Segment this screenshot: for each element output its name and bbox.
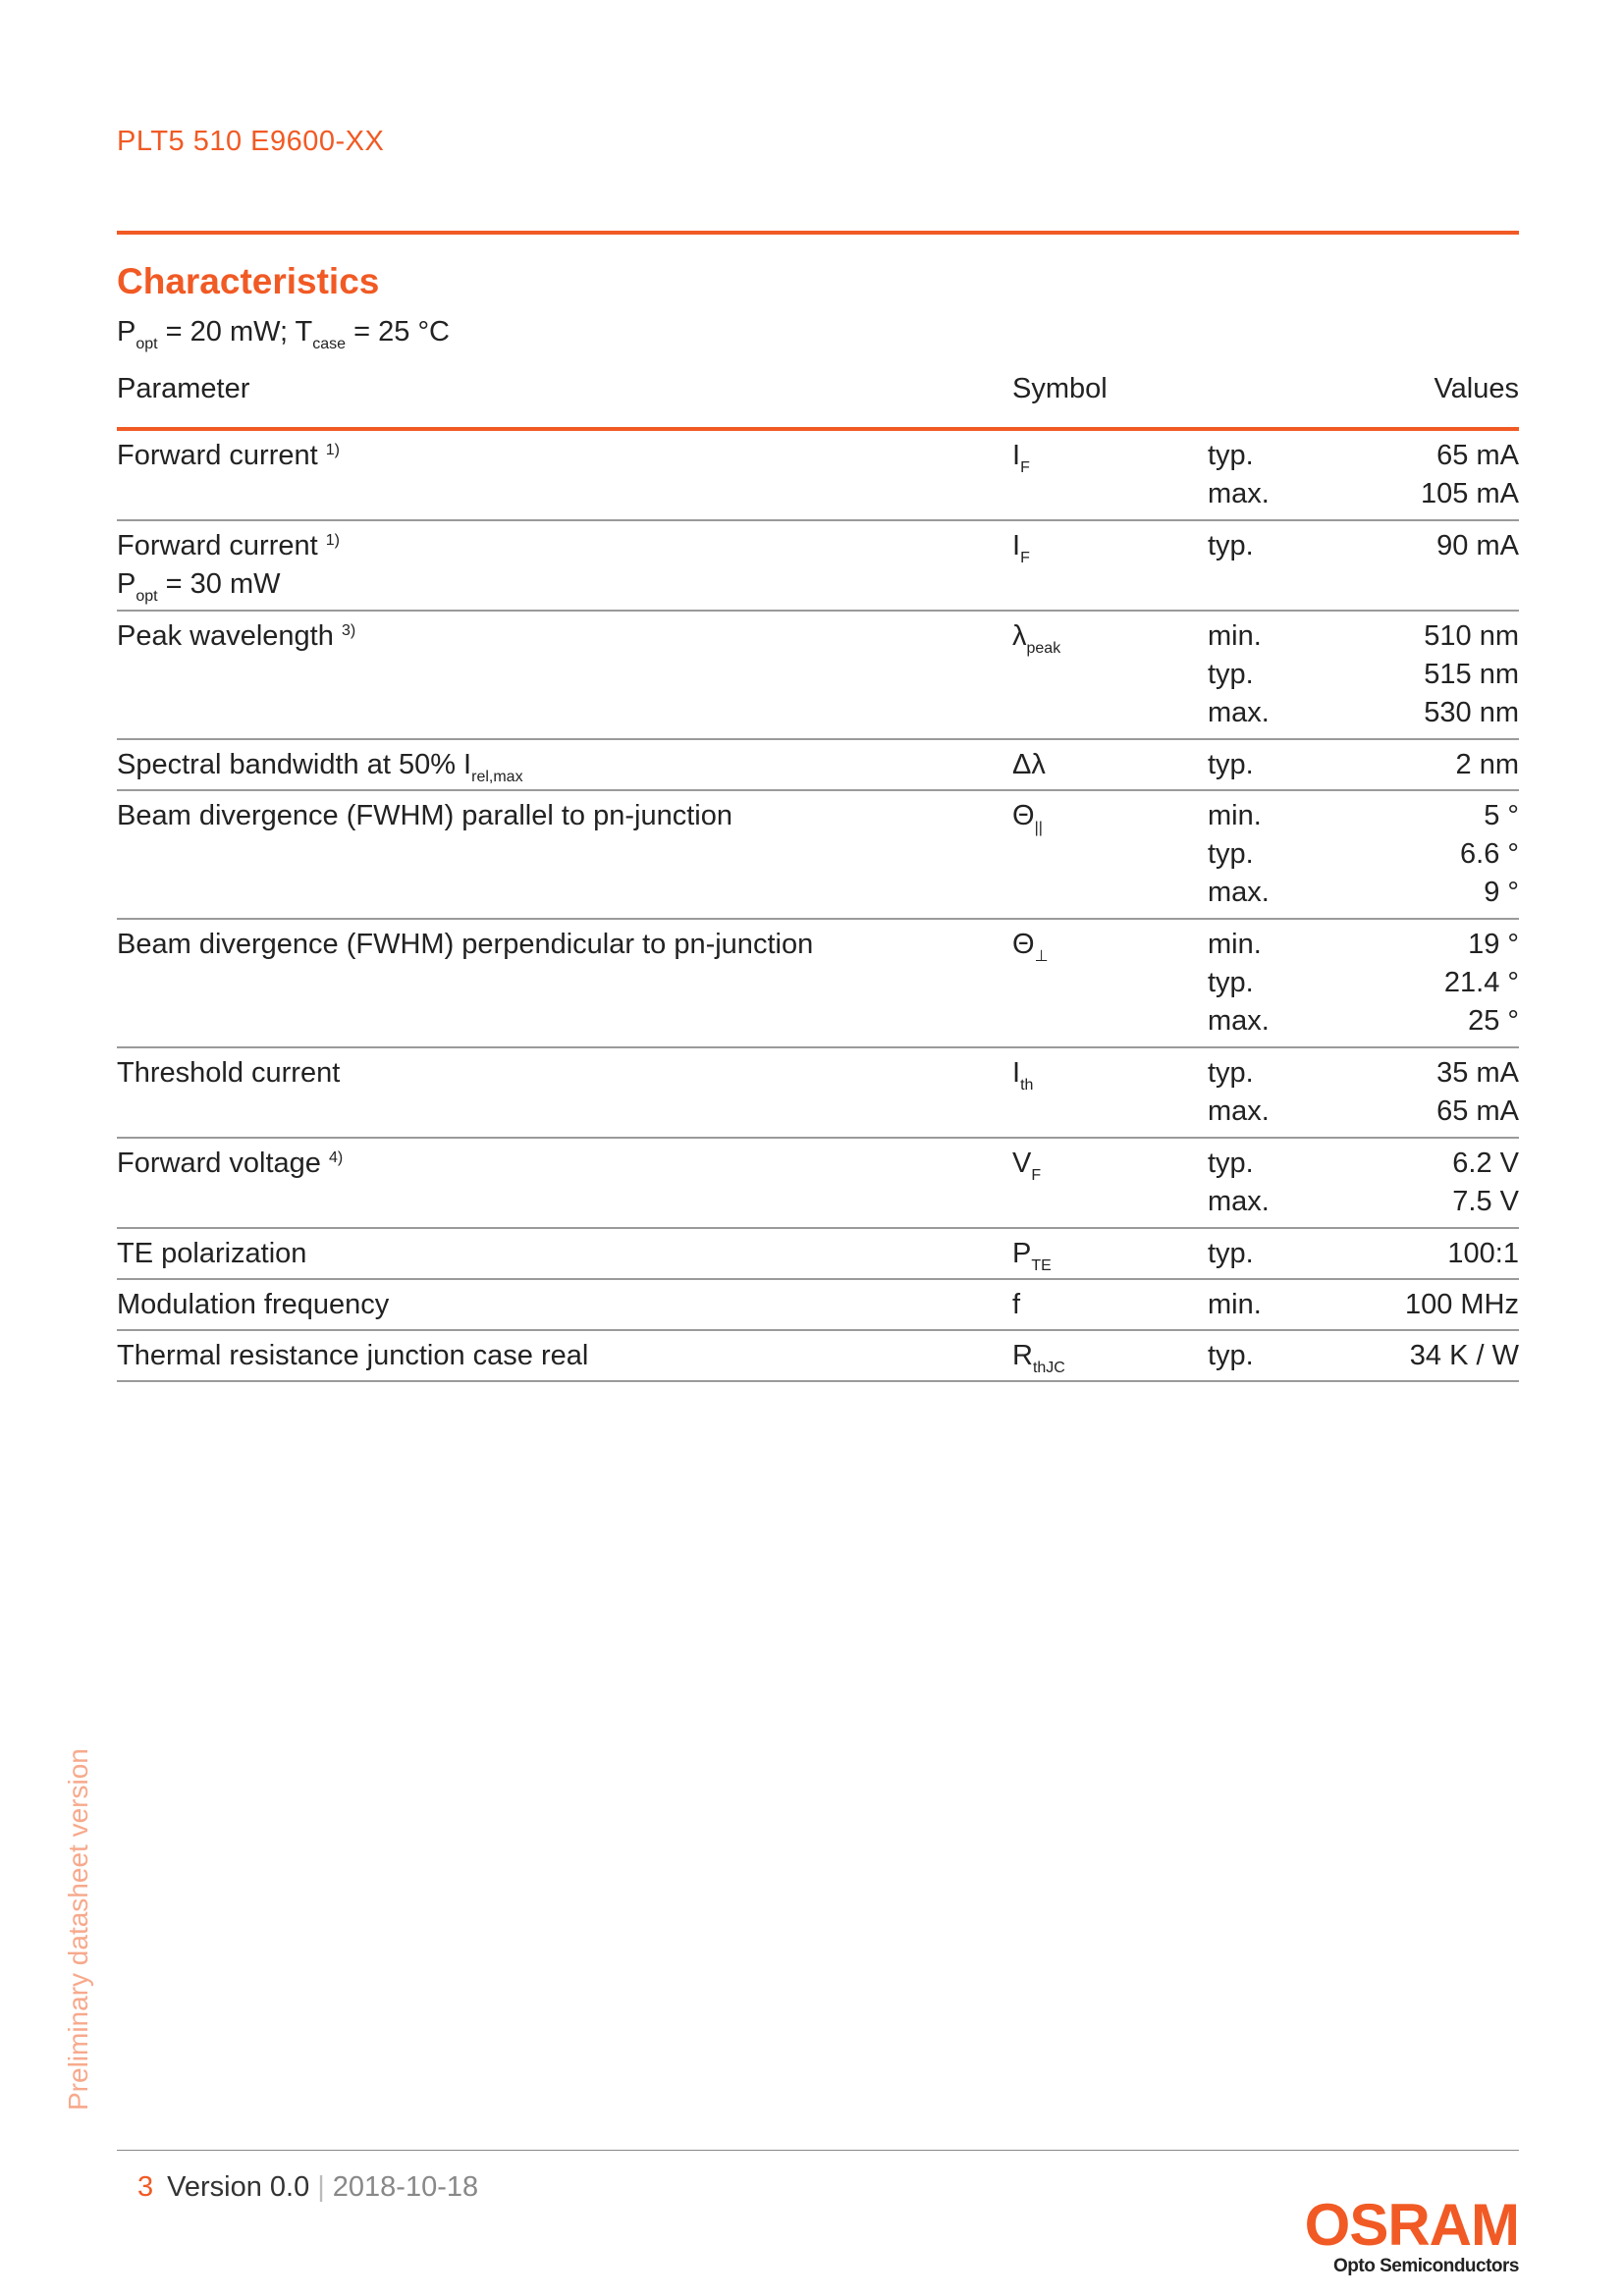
value: 5 ° xyxy=(1484,800,1519,831)
table-header xyxy=(117,373,1519,428)
param-text: Threshold current xyxy=(117,1057,341,1089)
param-line xyxy=(117,527,340,565)
value-cell xyxy=(1447,1235,1519,1273)
param-cell xyxy=(117,746,523,784)
param-line xyxy=(117,926,813,964)
param-text: Forward current xyxy=(117,530,318,561)
symbol-subscript: F xyxy=(1020,459,1030,476)
value: 25 ° xyxy=(1468,1005,1519,1037)
symbol-cell xyxy=(1012,1337,1065,1375)
footnote-ref: 4) xyxy=(329,1149,344,1166)
qualifier: max. xyxy=(1208,877,1270,908)
symbol-subscript: thJC xyxy=(1032,1360,1065,1376)
symbol-main: V xyxy=(1012,1148,1032,1179)
cond-p: P xyxy=(117,316,136,347)
footer-separator: | xyxy=(317,2171,325,2203)
param-cell xyxy=(117,1145,343,1183)
param-cell xyxy=(117,1235,306,1273)
footnote-ref: 1) xyxy=(325,442,340,458)
symbol-main: λ xyxy=(1012,620,1027,652)
value: 515 nm xyxy=(1424,659,1519,690)
param-cell xyxy=(117,797,732,835)
value-cell xyxy=(1456,746,1519,784)
param-text: Beam divergence (FWHM) parallel to pn-junction xyxy=(117,800,732,831)
qualifier: typ. xyxy=(1208,1148,1254,1179)
footer-divider xyxy=(117,2150,1519,2151)
value-cell xyxy=(1436,527,1519,565)
param-cell xyxy=(117,1337,588,1375)
value-cell xyxy=(1421,437,1519,513)
param-cell xyxy=(117,1286,389,1324)
title-divider xyxy=(117,231,1519,235)
param-text: P xyxy=(117,568,136,600)
symbol-main: I xyxy=(1012,530,1021,561)
symbol-main: Δλ xyxy=(1012,749,1046,780)
header-symbol: Symbol xyxy=(1012,373,1108,404)
value-cell xyxy=(1444,926,1519,1041)
header-parameter: Parameter xyxy=(117,373,250,404)
value: 90 mA xyxy=(1436,530,1519,561)
param-text: Modulation frequency xyxy=(117,1289,390,1320)
symbol-cell xyxy=(1012,617,1060,656)
qualifier: max. xyxy=(1208,478,1270,509)
qualifier: typ. xyxy=(1208,440,1254,471)
value: 100 MHz xyxy=(1404,1289,1519,1320)
param-line xyxy=(117,1235,306,1273)
value: 6.2 V xyxy=(1452,1148,1519,1179)
symbol-subscript: ⊥ xyxy=(1034,948,1049,965)
param-line xyxy=(117,617,355,656)
cond-p-val: = 20 mW; T xyxy=(157,316,313,347)
symbol-subscript: F xyxy=(1031,1167,1042,1184)
value: 105 mA xyxy=(1421,478,1519,509)
param-text: Forward voltage xyxy=(117,1148,321,1179)
symbol-cell xyxy=(1012,1054,1033,1093)
param-condition: = 30 mW xyxy=(157,568,281,600)
characteristics-table xyxy=(117,431,1519,1382)
table-row xyxy=(117,740,1519,791)
qualifier: typ. xyxy=(1208,1238,1254,1269)
value: 35 mA xyxy=(1436,1057,1519,1089)
qualifier: min. xyxy=(1208,800,1262,831)
qualifier: typ. xyxy=(1208,659,1254,690)
symbol-main: Θ xyxy=(1012,800,1035,831)
symbol-main: I xyxy=(1012,1057,1021,1089)
qualifier: typ. xyxy=(1208,1340,1254,1371)
symbol-main: I xyxy=(1012,440,1021,471)
value: 9 ° xyxy=(1484,877,1519,908)
value: 65 mA xyxy=(1436,1095,1519,1127)
section-title: Characteristics xyxy=(117,261,380,301)
qualifier: typ. xyxy=(1208,838,1254,870)
qualifier-cell xyxy=(1208,746,1254,784)
symbol-cell xyxy=(1012,1235,1052,1273)
symbol-subscript: F xyxy=(1020,550,1030,566)
table-row xyxy=(117,1280,1519,1331)
value: 7.5 V xyxy=(1452,1186,1519,1217)
symbol-main: Θ xyxy=(1012,929,1035,960)
sidebar-watermark: Preliminary datasheet version xyxy=(63,1748,93,2110)
header-values: Values xyxy=(1434,373,1519,404)
value-cell xyxy=(1460,797,1519,912)
qualifier-cell xyxy=(1208,1337,1254,1375)
param-line xyxy=(117,1145,343,1183)
table-row xyxy=(117,431,1519,521)
value: 19 ° xyxy=(1468,929,1519,960)
qualifier-cell xyxy=(1208,1145,1270,1221)
qualifier-cell xyxy=(1208,1286,1262,1324)
param-line xyxy=(117,1286,389,1324)
footnote-ref: 1) xyxy=(325,532,340,549)
value: 100:1 xyxy=(1447,1238,1519,1269)
symbol-cell xyxy=(1012,746,1046,784)
symbol-main: R xyxy=(1012,1340,1033,1371)
version-label: Version 0.0 xyxy=(167,2171,310,2203)
symbol-subscript: peak xyxy=(1026,640,1061,657)
value-cell xyxy=(1410,1337,1519,1375)
footnote-ref: 3) xyxy=(341,622,356,639)
symbol-subscript: th xyxy=(1020,1077,1034,1094)
qualifier-cell xyxy=(1208,527,1254,565)
symbol-main: f xyxy=(1012,1289,1021,1320)
qualifier: max. xyxy=(1208,1095,1270,1127)
param-line xyxy=(117,1337,588,1375)
document-title: PLT5 510 E9600-XX xyxy=(117,126,385,157)
param-line xyxy=(117,437,340,475)
qualifier-cell xyxy=(1208,926,1270,1041)
symbol-cell xyxy=(1012,437,1030,475)
table-row xyxy=(117,1229,1519,1280)
param-line xyxy=(117,1054,340,1093)
qualifier: max. xyxy=(1208,697,1270,728)
logo-tagline: Opto Semiconductors xyxy=(1333,2256,1519,2276)
qualifier: max. xyxy=(1208,1005,1270,1037)
param-cell xyxy=(117,926,813,964)
test-conditions xyxy=(117,316,450,352)
value-cell xyxy=(1436,1054,1519,1131)
qualifier-cell xyxy=(1208,437,1270,513)
table-row xyxy=(117,521,1519,612)
value: 65 mA xyxy=(1436,440,1519,471)
param-text: Forward current xyxy=(117,440,318,471)
value-cell xyxy=(1405,1286,1519,1324)
param-text: TE polarization xyxy=(117,1238,307,1269)
qualifier: max. xyxy=(1208,1186,1270,1217)
value: 2 nm xyxy=(1455,749,1519,780)
cond-t-sub: case xyxy=(312,336,347,352)
param-line xyxy=(117,746,523,784)
symbol-cell xyxy=(1012,527,1030,565)
value: 34 K / W xyxy=(1409,1340,1519,1371)
logo-wordmark: OSRAM xyxy=(1304,2192,1519,2258)
qualifier-cell xyxy=(1208,797,1270,912)
param-subscript: opt xyxy=(135,588,158,605)
qualifier-cell xyxy=(1208,1235,1254,1273)
param-cell xyxy=(117,1054,340,1093)
param-cell xyxy=(117,617,355,656)
value: 510 nm xyxy=(1424,620,1519,652)
param-cell xyxy=(117,527,340,604)
value: 21.4 ° xyxy=(1443,967,1519,998)
qualifier: typ. xyxy=(1208,1057,1254,1089)
param-text: Peak wavelength xyxy=(117,620,334,652)
version-date: 2018-10-18 xyxy=(332,2171,479,2203)
qualifier: typ. xyxy=(1208,530,1254,561)
symbol-cell xyxy=(1012,1286,1020,1324)
param-subscript: rel,max xyxy=(471,769,523,785)
param-text: Spectral bandwidth at 50% I xyxy=(117,749,472,780)
param-line xyxy=(117,797,732,835)
symbol-cell xyxy=(1012,1145,1041,1183)
osram-logo xyxy=(1304,2192,1519,2277)
table-row xyxy=(117,920,1519,1048)
param-cell xyxy=(117,437,340,475)
symbol-cell xyxy=(1012,926,1049,964)
param-line xyxy=(117,565,340,604)
qualifier: typ. xyxy=(1208,967,1254,998)
qualifier-cell xyxy=(1208,1054,1270,1131)
cond-t-val: = 25 °C xyxy=(346,316,450,347)
table-row xyxy=(117,1331,1519,1382)
qualifier: min. xyxy=(1208,929,1262,960)
symbol-subscript: || xyxy=(1034,820,1043,836)
page-number: 3 xyxy=(137,2171,154,2203)
symbol-cell xyxy=(1012,797,1043,835)
value: 530 nm xyxy=(1424,697,1519,728)
value-cell xyxy=(1424,617,1519,732)
table-row xyxy=(117,791,1519,920)
qualifier: min. xyxy=(1208,1289,1262,1320)
table-row xyxy=(117,1139,1519,1229)
table-row xyxy=(117,612,1519,740)
qualifier: typ. xyxy=(1208,749,1254,780)
table-row xyxy=(117,1048,1519,1139)
param-text: Thermal resistance junction case real xyxy=(117,1340,589,1371)
symbol-subscript: TE xyxy=(1031,1257,1052,1274)
param-text: Beam divergence (FWHM) perpendicular to pn-junction xyxy=(117,929,814,960)
qualifier-cell xyxy=(1208,617,1270,732)
value-cell xyxy=(1452,1145,1519,1221)
cond-p-sub: opt xyxy=(135,336,158,352)
footer xyxy=(137,2171,478,2204)
qualifier: min. xyxy=(1208,620,1262,652)
value: 6.6 ° xyxy=(1460,838,1519,870)
symbol-main: P xyxy=(1012,1238,1032,1269)
